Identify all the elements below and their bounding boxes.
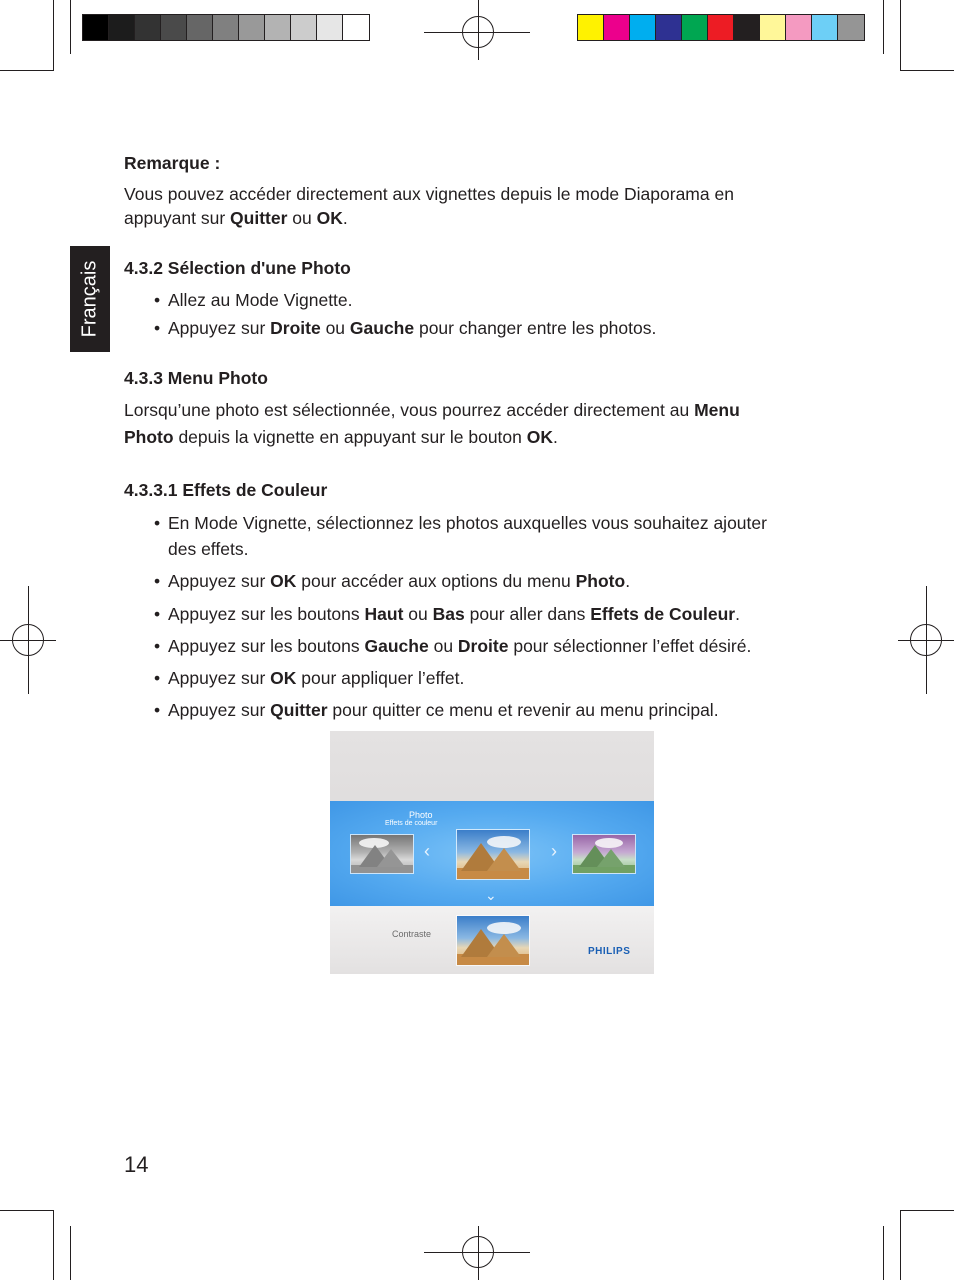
color-swatch bbox=[213, 15, 239, 40]
grayscale-bar bbox=[82, 14, 370, 41]
bullet-item: • Appuyez sur les boutons Haut ou Bas pour aller dans Effets de Couleur. bbox=[154, 604, 740, 624]
color-swatch bbox=[708, 15, 734, 40]
bullet-item: • Appuyez sur Quitter pour quitter ce menu et revenir au menu principal. bbox=[154, 700, 719, 720]
section-4-3-3-line-1: Lorsqu’une photo est sélectionnée, vous pourrez accéder directement au Menu bbox=[124, 400, 740, 420]
color-swatch bbox=[83, 15, 109, 40]
crop-mark bbox=[53, 1210, 54, 1280]
section-4-3-3-line-2: Photo depuis la vignette en appuyant sur le bouton OK. bbox=[124, 427, 558, 447]
crop-mark bbox=[70, 1226, 71, 1280]
crop-mark bbox=[883, 0, 884, 54]
bullet-item: • Allez au Mode Vignette. bbox=[154, 290, 353, 310]
color-swatch bbox=[109, 15, 135, 40]
crop-mark bbox=[70, 0, 71, 54]
color-swatch bbox=[604, 15, 630, 40]
crop-mark bbox=[900, 1210, 954, 1211]
color-swatch bbox=[187, 15, 213, 40]
bullet-item: • Appuyez sur OK pour accéder aux options du menu Photo. bbox=[154, 571, 631, 591]
color-swatch bbox=[682, 15, 708, 40]
color-swatch bbox=[812, 15, 838, 40]
color-swatch bbox=[161, 15, 187, 40]
menu-title: Photo bbox=[409, 810, 433, 820]
crop-mark bbox=[0, 1210, 54, 1211]
chevron-right-icon: › bbox=[551, 841, 557, 861]
bullet-item: • Appuyez sur Droite ou Gauche pour changer entre les photos. bbox=[154, 318, 657, 338]
color-swatch bbox=[265, 15, 291, 40]
thumbnail-contrast bbox=[456, 915, 530, 966]
color-swatch bbox=[838, 15, 864, 40]
section-4-3-3-heading: 4.3.3 Menu Photo bbox=[124, 368, 268, 388]
note-title: Remarque : bbox=[124, 153, 221, 173]
color-swatch bbox=[656, 15, 682, 40]
bullet-item-continuation: des effets. bbox=[168, 539, 249, 559]
color-bar bbox=[577, 14, 865, 41]
crop-mark bbox=[900, 0, 901, 70]
color-swatch bbox=[630, 15, 656, 40]
bullet-item: • En Mode Vignette, sélectionnez les photos auxquelles vous souhaitez ajouter bbox=[154, 513, 767, 533]
page-number: 14 bbox=[124, 1152, 149, 1177]
crop-mark bbox=[900, 1210, 901, 1280]
crop-mark bbox=[883, 1226, 884, 1280]
crop-mark bbox=[53, 0, 54, 70]
color-swatch bbox=[239, 15, 265, 40]
contrast-label: Contraste bbox=[392, 929, 432, 939]
color-swatch bbox=[786, 15, 812, 40]
bullet-item: • Appuyez sur les boutons Gauche ou Droite pour sélectionner l’effet désiré. bbox=[154, 636, 752, 656]
color-swatch bbox=[291, 15, 317, 40]
language-tab bbox=[70, 246, 110, 352]
color-swatch bbox=[578, 15, 604, 40]
color-swatch bbox=[760, 15, 786, 40]
color-swatch bbox=[734, 15, 760, 40]
language-label: Français bbox=[78, 260, 101, 338]
chevron-left-icon: ‹ bbox=[424, 841, 430, 861]
section-4-3-2-heading: 4.3.2 Sélection d'une Photo bbox=[124, 258, 351, 278]
note-line-1: Vous pouvez accéder directement aux vignettes depuis le mode Diaporama en bbox=[124, 184, 734, 204]
thumbnail-selected bbox=[456, 829, 530, 880]
note-line-2: appuyant sur Quitter ou OK. bbox=[124, 208, 348, 228]
menu-subtitle: Effets de couleur bbox=[385, 820, 438, 827]
color-swatch bbox=[343, 15, 369, 40]
crop-mark bbox=[0, 70, 54, 71]
color-swatch bbox=[317, 15, 343, 40]
brand-logo: PHILIPS bbox=[588, 946, 631, 957]
chevron-down-icon: ⌄ bbox=[485, 887, 497, 903]
thumbnail-grayscale bbox=[350, 834, 414, 874]
photo-frame-screen bbox=[330, 731, 654, 974]
color-swatch bbox=[135, 15, 161, 40]
bullet-item: • Appuyez sur OK pour appliquer l’effet. bbox=[154, 668, 465, 688]
section-4-3-3-1-heading: 4.3.3.1 Effets de Couleur bbox=[124, 480, 328, 500]
crop-mark bbox=[900, 70, 954, 71]
thumbnail-green bbox=[572, 834, 636, 874]
